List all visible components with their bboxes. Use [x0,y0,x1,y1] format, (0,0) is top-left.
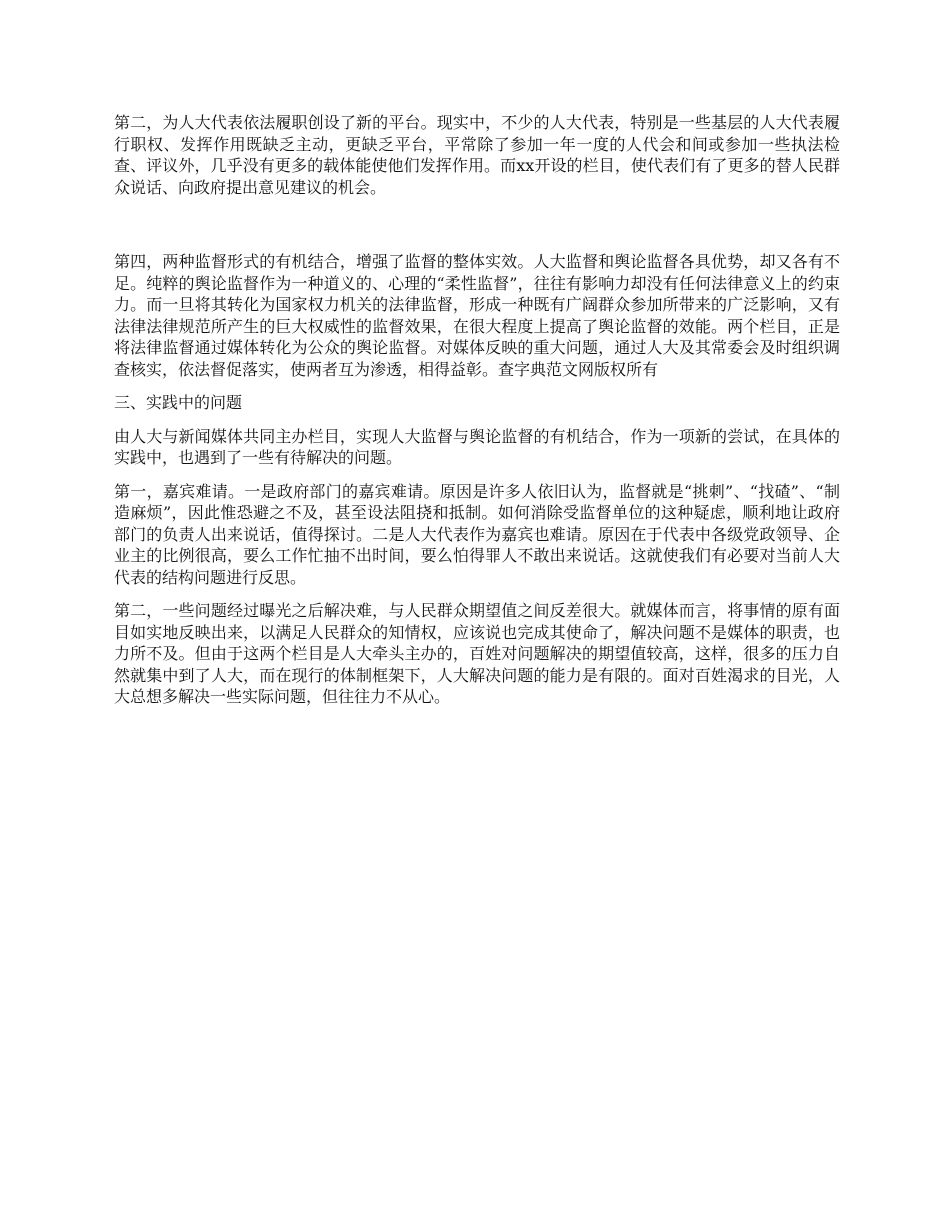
section-heading: 三、实践中的问题 [114,393,243,412]
paragraph: 第四，两种监督形式的有机结合，增强了监督的整体实效。人大监督和舆论监督各具优势，却又各有不足。纯粹的舆论监督作为一种道义的、心理的“柔性监督”，往往有影响力却没有任何法律意义上的约束力。而一旦将其转化为国家权力机关的法律监督，形成一种既有广阔群众参加所带来的广泛影响，又有法律法律规范所产生的巨大权威性的监督效果，在很大程度上提高了舆论监督的效能。两个栏目，正是将法律监督通过媒体转化为公众的舆论监督。对媒体反映的重大问题，通过人大及其常委会及时组织调查核实，依法督促落实，使两者互为渗透，相得益彰。查字典范文网版权所有 [114,252,840,379]
document-body [114,112,840,720]
paragraph: 第二，为人大代表依法履职创设了新的平台。现实中，不少的人大代表，特别是一些基层的人大代表履行职权、发挥作用既缺乏主动，更缺乏平台，平常除了参加一年一度的人代会和间或参加一些执法检查、评议外，几乎没有更多的载体能使他们发挥作用。而xx开设的栏目，使代表们有了更多的替人民群众说话、向政府提出意见建议的机会。 [114,113,840,197]
paragraph: 第二，一些问题经过曝光之后解决难，与人民群众期望值之间反差很大。就媒体而言，将事情的原有面目如实地反映出来，以满足人民群众的知情权，应该说也完成其使命了，解决问题不是媒体的职责，也力所不及。但由于这两个栏目是人大牵头主办的，百姓对问题解决的期望值较高，这样，很多的压力自然就集中到了人大，而在现行的体制框架下，人大解决问题的能力是有限的。面对百姓渴求的目光，人大总想多解决一些实际问题，但往往力不从心。 [114,601,840,706]
paragraph: 第一，嘉宾难请。一是政府部门的嘉宾难请。原因是许多人依旧认为，监督就是“挑刺”、“找碴”、“制造麻烦”，因此惟恐避之不及，甚至设法阻挠和抵制。如何消除受监督单位的这种疑虑，顺利地让政府部门的负责人出来说话，值得探讨。二是人大代表作为嘉宾也难请。原因在于代表中各级党政领导、企业主的比例很高，要么工作忙抽不出时间，要么怕得罪人不敢出来说话。这就使我们有必要对当前人大代表的结构问题进行反思。 [114,481,840,587]
paragraph: 由人大与新闻媒体共同主办栏目，实现人大监督与舆论监督的有机结合，作为一项新的尝试，在具体的实践中，也遇到了一些有待解决的问题。 [114,426,840,467]
